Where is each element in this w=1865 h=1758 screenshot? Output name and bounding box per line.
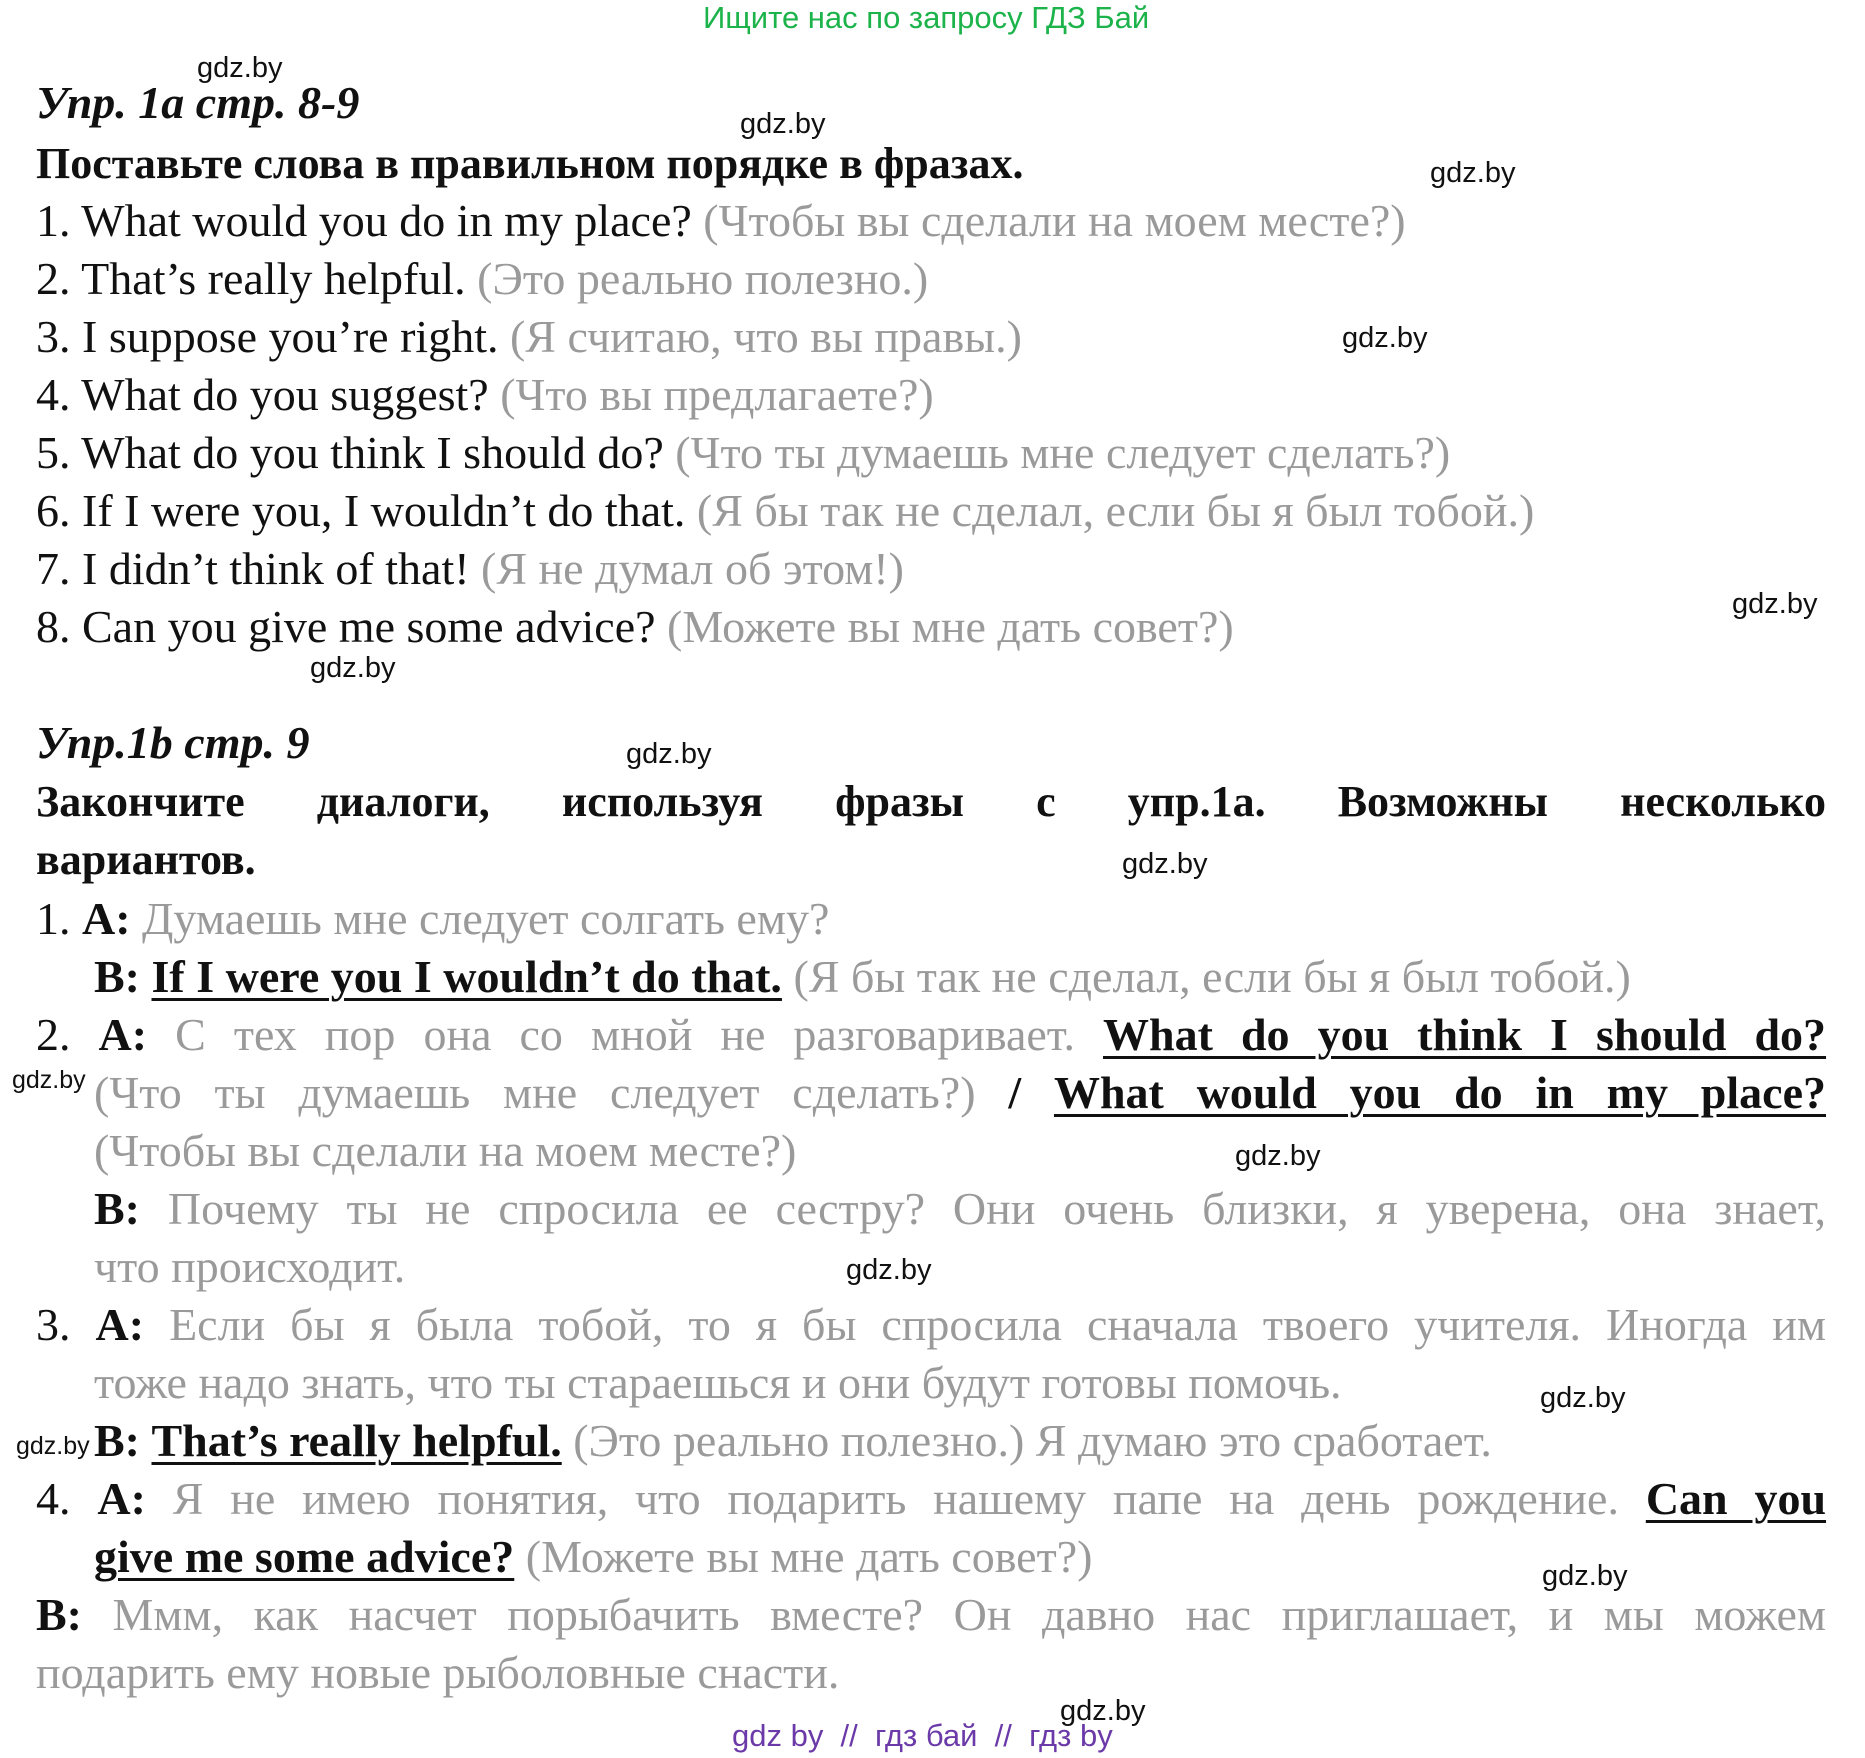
- dialogue-number: 1.: [36, 893, 71, 944]
- dialogue-text: С тех пор она со мной не разговаривает.: [175, 1009, 1075, 1060]
- ex1a-item: [36, 600, 1234, 653]
- watermark: gdz.by: [310, 652, 396, 684]
- watermark: gdz.by: [16, 1432, 90, 1460]
- dialogue-text: Почему ты не спросила ее сестру? Они очень близки, я уверена, она знает,: [167, 1183, 1826, 1234]
- dialogue-2-a-line1: [36, 1008, 1826, 1061]
- item-translation: (Я бы так не сделал, если бы я был тобой.): [696, 485, 1535, 536]
- dialogue-2-b-line1: [94, 1182, 1826, 1235]
- item-number: 8.: [36, 601, 71, 652]
- ex1a-item: [36, 426, 1450, 479]
- item-translation: (Можете вы мне дать совет?): [667, 601, 1234, 652]
- item-english: Can you give me some advice?: [82, 601, 656, 652]
- speaker-a-label: A:: [82, 893, 131, 944]
- item-translation: (Я не думал об этом!): [481, 543, 904, 594]
- answer-phrase: give me some advice?: [94, 1531, 515, 1582]
- dialogue-4-a-line2: [94, 1530, 1092, 1583]
- ex1b-instruction-line2: вариантов.: [36, 835, 256, 884]
- ex1b-instruction-line1: Закончите диалоги, используя фразы с упр.1а. Возможны несколько: [36, 777, 1826, 826]
- dialogue-3-b: [94, 1414, 1492, 1467]
- item-translation: (Что вы предлагаете?): [500, 369, 934, 420]
- item-number: 2.: [36, 253, 71, 304]
- dialogue-3-a-line1: [36, 1298, 1826, 1351]
- item-translation: (Чтобы вы сделали на моем месте?): [703, 195, 1406, 246]
- speaker-b-label: B:: [94, 951, 140, 1002]
- item-english: If I were you, I wouldn’t do that.: [82, 485, 686, 536]
- watermark: gdz.by: [1542, 1560, 1628, 1592]
- dialogue-text: Я не имею понятия, что подарить нашему папе на день рождение.: [172, 1473, 1619, 1524]
- dialogue-4-a-line1: [36, 1472, 1826, 1525]
- item-translation: (Это реально полезно.): [477, 253, 929, 304]
- dialogue-text: Ммм, как насчет порыбачить вместе? Он давно нас приглашает, и мы можем: [112, 1589, 1826, 1640]
- item-number: 6.: [36, 485, 71, 536]
- item-english: I didn’t think of that!: [82, 543, 470, 594]
- watermark: gdz.by: [1540, 1382, 1626, 1414]
- item-number: 1.: [36, 195, 71, 246]
- watermark: gdz.by: [1342, 322, 1428, 354]
- dialogue-3-a-line2: тоже надо знать, что ты стараешься и они будут готовы помочь.: [94, 1357, 1342, 1408]
- watermark: gdz.by: [1060, 1695, 1146, 1727]
- answer-phrase: What do you think I should do?: [1103, 1009, 1827, 1060]
- item-english: That’s really helpful.: [81, 253, 466, 304]
- watermark: gdz.by: [1235, 1140, 1321, 1172]
- item-english: What would you do in my place?: [81, 195, 692, 246]
- speaker-b-label: B:: [94, 1183, 140, 1234]
- dialogue-4-b-line2: подарить ему новые рыболовные снасти.: [36, 1647, 840, 1698]
- item-translation: (Что ты думаешь мне следует сделать?): [675, 427, 1451, 478]
- dialogue-text: Думаешь мне следует солгать ему?: [142, 893, 830, 944]
- watermark: gdz.by: [740, 108, 826, 140]
- dialogue-number: 2.: [36, 1009, 71, 1060]
- ex1a-instruction: Поставьте слова в правильном порядке в фразах.: [36, 139, 1024, 188]
- ex1a-item: [36, 310, 1022, 363]
- separator-slash: /: [1008, 1067, 1022, 1118]
- footer-links: gdz by // гдз бай // гдз by: [732, 1718, 1113, 1753]
- watermark: gdz.by: [12, 1066, 86, 1094]
- dialogue-number: 3.: [36, 1299, 71, 1350]
- ex1b-heading: Упр.1b стр. 9: [36, 717, 310, 768]
- dialogue-1-b: [94, 950, 1631, 1003]
- ex1a-item: [36, 252, 928, 305]
- answer-translation: (Чтобы вы сделали на моем месте?): [94, 1125, 797, 1176]
- speaker-b-label: B:: [94, 1415, 140, 1466]
- item-number: 5.: [36, 427, 71, 478]
- watermark: gdz.by: [626, 738, 712, 770]
- answer-translation: (Можете вы мне дать совет?): [525, 1531, 1093, 1582]
- dialogue-text: (Это реально полезно.) Я думаю это сработает.: [573, 1415, 1492, 1466]
- watermark: gdz.by: [1430, 157, 1516, 189]
- ex1a-item: [36, 484, 1534, 537]
- speaker-a-label: A:: [98, 1009, 148, 1060]
- dialogue-4-b-line1: [36, 1588, 1826, 1641]
- answer-phrase: What would you do in my place?: [1053, 1067, 1826, 1118]
- speaker-b-label: B:: [36, 1589, 82, 1640]
- watermark: gdz.by: [1122, 848, 1208, 880]
- item-english: What do you think I should do?: [81, 427, 664, 478]
- dialogue-1-a: [36, 892, 829, 945]
- item-english: I suppose you’re right.: [82, 311, 499, 362]
- watermark: gdz.by: [197, 52, 283, 84]
- dialogue-2-b-line2: что происходит.: [94, 1241, 406, 1292]
- answer-phrase: That’s really helpful.: [151, 1415, 562, 1466]
- watermark: gdz.by: [1732, 588, 1818, 620]
- answer-translation: (Что ты думаешь мне следует сделать?): [94, 1067, 976, 1118]
- watermark: gdz.by: [846, 1254, 932, 1286]
- answer-translation: (Я бы так не сделал, если бы я был тобой.): [793, 951, 1631, 1002]
- item-number: 7.: [36, 543, 71, 594]
- dialogue-2-a-line3: [94, 1124, 796, 1177]
- dialogue-number: 4.: [36, 1473, 71, 1524]
- item-translation: (Я считаю, что вы правы.): [509, 311, 1022, 362]
- top-banner: Ищите нас по запросу ГДЗ Бай: [703, 0, 1150, 35]
- item-number: 3.: [36, 311, 71, 362]
- dialogue-2-a-line2: [94, 1066, 1826, 1119]
- ex1a-heading: Упр. 1а стр. 8-9: [36, 77, 360, 128]
- speaker-a-label: A:: [97, 1473, 146, 1524]
- ex1a-item: [36, 368, 934, 421]
- speaker-a-label: A:: [95, 1299, 145, 1350]
- ex1a-item: [36, 542, 904, 595]
- item-english: What do you suggest?: [81, 369, 489, 420]
- answer-phrase: Can you: [1645, 1473, 1827, 1524]
- dialogue-text: Если бы я была тобой, то я бы спросила сначала твоего учителя. Иногда им: [169, 1299, 1826, 1350]
- item-number: 4.: [36, 369, 71, 420]
- ex1a-item: [36, 194, 1406, 247]
- answer-phrase: If I were you I wouldn’t do that.: [151, 951, 782, 1002]
